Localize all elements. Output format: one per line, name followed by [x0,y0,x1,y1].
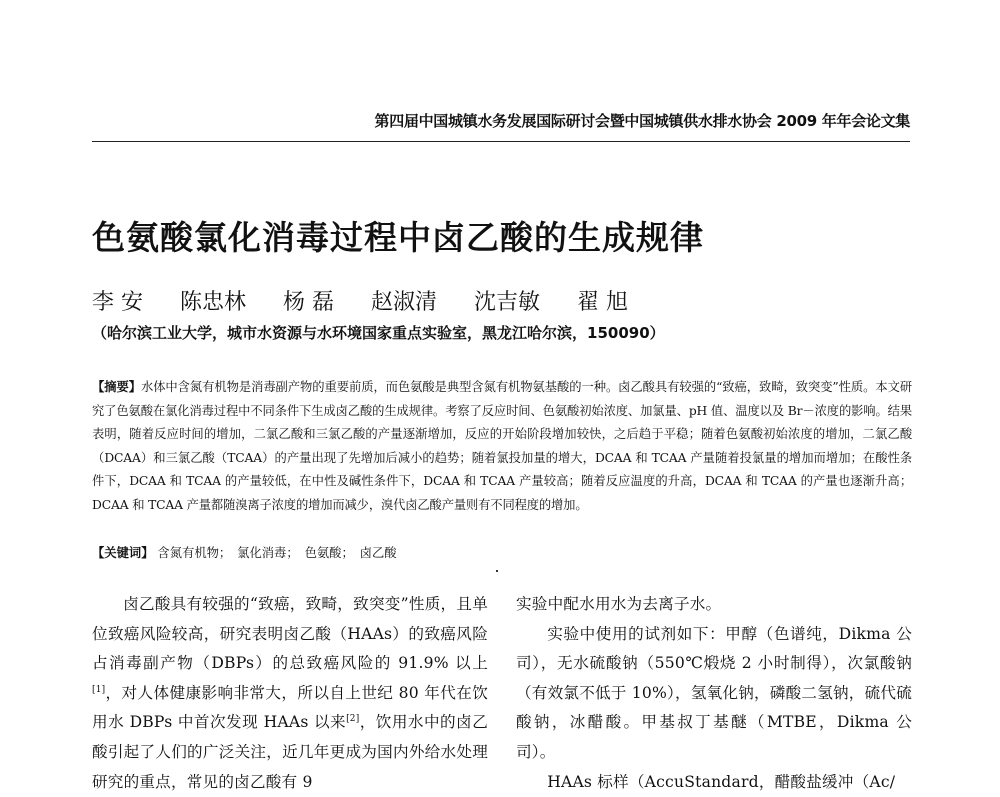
citation-ref: [1] [92,684,106,695]
keyword: 卤乙酸 [359,546,397,560]
author-list [92,285,658,316]
scan-artifact [496,570,498,572]
affiliation: （哈尔滨工业大学，城市水资源与水环境国家重点实验室，黑龙江哈尔滨，150090） [92,324,665,342]
author-name: 赵淑清 [371,290,438,315]
author-name: 陈忠林 [180,290,247,315]
author-name: 李 安 [92,290,143,315]
body-paragraph [92,590,488,797]
body-paragraph: HAAs 标样（AccuStandard，醋酸盐缓冲（Ac/ [547,772,896,791]
keyword: 含氮有机物； [157,546,232,560]
citation-ref: [2] [346,714,360,725]
keywords-label: 【关键词】 [92,545,154,560]
running-header: 第四届中国城镇水务发展国际研讨会暨中国城镇供水排水协会 2009 年年会论文集 [374,112,910,130]
body-paragraph: 实验中使用的试剂如下：甲醇（色谱纯，Dikma 公司），无水硫酸钠（550℃煅烧 2 小时制得），次氯酸钠（有效氯不低于 10%），氢氧化钠，磷酸二氢钠，硫代硫酸钠，冰醋酸。甲基叔丁基醚（MTBE，Dikma 公司）。 [516,624,912,761]
paragraph-text: ，饮用水中的卤乙酸引起了人们的广泛关注，近几年更成为国内外给水处理研究的重点，常见的卤乙酸有 9 [92,713,488,791]
keyword: 色氨酸； [304,546,354,560]
abstract-label: 【摘要】 [92,379,141,394]
author-name: 沈吉敏 [474,290,541,315]
body-paragraph: 实验中配水用水为去离子水。 [516,595,722,613]
keywords [92,541,912,566]
body-column-right [516,590,912,797]
abstract-text: 水体中含氮有机物是消毒副产物的重要前质，而色氨酸是典型含氮有机物氨基酸的一种。卤乙酸具有较强的“致癌，致畸，致突变”性质。本文研究了色氨酸在氯化消毒过程中不同条件下生成卤乙酸的生成规律。考察了反应时间、色氨酸初始浓度、加氯量、pH 值、温度以及 Br－浓度的影响。结果表明，随着反应时间的增加，二氯乙酸和三氯乙酸的产量逐渐增加，反应的开始阶段增加较快，之后趋于平稳；随着色氨酸初始浓度的增加，二氯乙酸（DCAA）和三氯乙酸（TCAA）的产量出现了先增加后减小的趋势；随着氯投加量的增大，DCAA 和 TCAA 产量随着投氯量的增加而增加；在酸性条件下，DCAA 和 TCAA 的产量较低，在中性及碱性条件下，DCAA 和 TCAA 产量较高；随着反应温度的升高，DCAA 和 TCAA 的产量也逐渐升高；DCAA 和 TCAA 产量都随溴离子浓度的增加而减少，溴代卤乙酸产量则有不同程度的增加。 [92,380,912,512]
header-rule [92,141,910,142]
author-name: 翟 旭 [577,290,629,315]
paper-title: 色氨酸氯化消毒过程中卤乙酸的生成规律 [92,218,704,257]
author-name: 杨 磊 [283,290,335,315]
body-column-left [92,590,488,797]
keyword: 氯化消毒； [237,546,299,560]
abstract [92,375,912,518]
paragraph-text: ，对人体健康影响非常大，所以自上世纪 80 年代在饮用水 DBPs 中首次发现 HAAs 以来 [92,683,488,732]
paragraph-text: 卤乙酸具有较强的“致癌，致畸，致突变”性质，且单位致癌风险较高，研究表明卤乙酸（HAAs）的致癌风险占消毒副产物（DBPs）的总致癌风险的 91.9% 以上 [92,595,488,673]
